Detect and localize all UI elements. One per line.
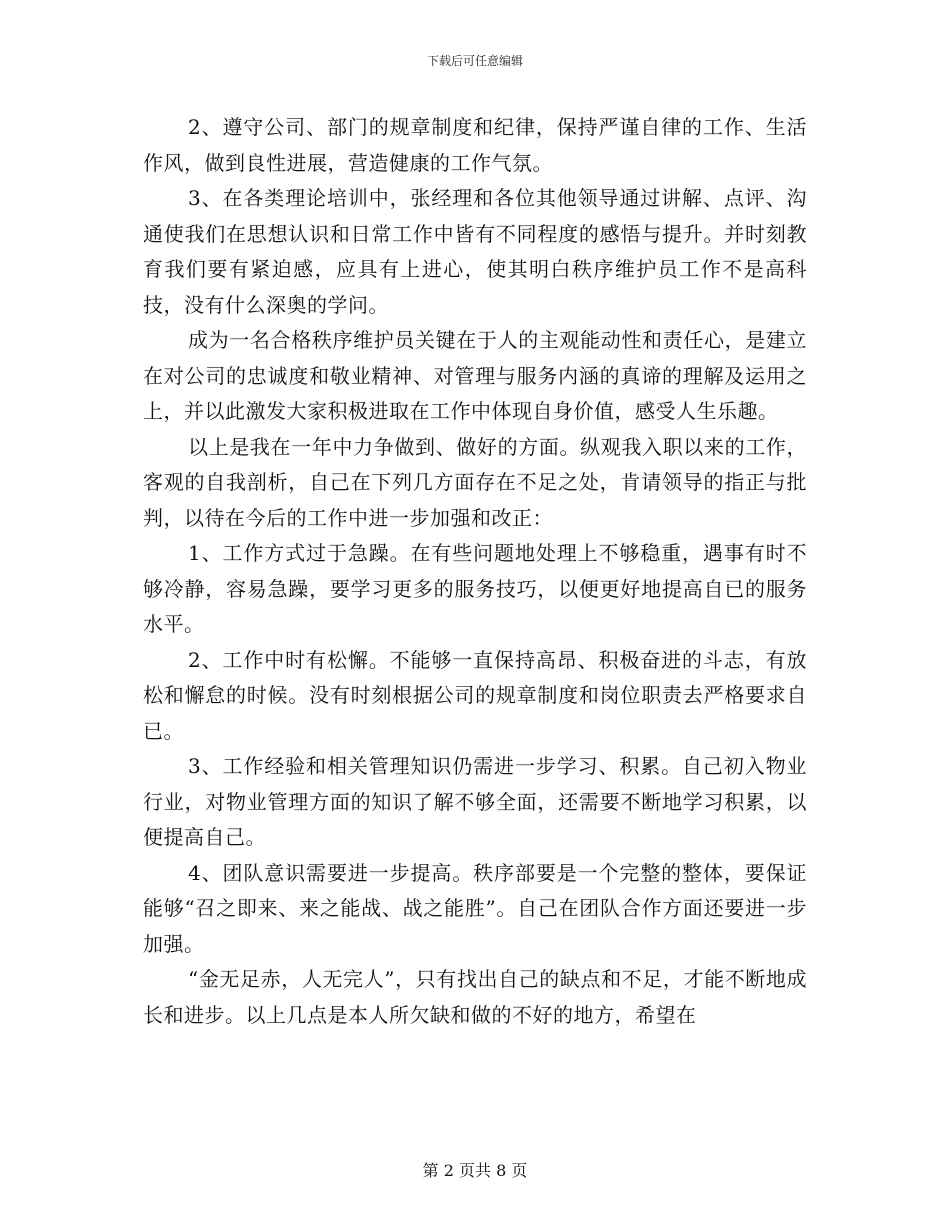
paragraph-shortcoming-1: 1、工作方式过于急躁。在有些问题地处理上不够稳重，遇事有时不够冷静，容易急躁，要学习更多的服务技巧，以便更好地提高自已的服务水平。 [143, 541, 807, 636]
paragraph-self-analysis: 以上是我在一年中力争做到、做好的方面。纵观我入职以来的工作，客观的自我剖析，自己在下列几方面存在不足之处，肯请领导的指正与批判，以待在今后的工作中进一步加强和改正： [143, 434, 807, 530]
paragraph-conclusion: “金无足赤，人无完人”，只有找出自己的缺点和不足，才能不断地成长和进步。以上几点是本人所欠缺和做的不好的地方，希望在 [143, 967, 807, 1027]
paragraph-shortcoming-3: 3、工作经验和相关管理知识仍需进一步学习、积累。自己初入物业行业，对物业管理方面的知识了解不够全面，还需要不断地学习积累，以便提高自己。 [143, 754, 807, 849]
page-header-note: 下载后可任意编辑 [426, 54, 523, 68]
document-body [143, 110, 807, 1033]
paragraph-shortcoming-2: 2、工作中时有松懈。不能够一直保持高昂、积极奋进的斗志，有放松和懈怠的时候。没有时刻根据公司的规章制度和岗位职责去严格要求自已。 [143, 647, 807, 743]
paragraph-rule-compliance: 2、遵守公司、部门的规章制度和纪律，保持严谨自律的工作、生活作风，做到良性进展，营造健康的工作气氛。 [143, 115, 807, 175]
paragraph-qualified-guard: 成为一名合格秩序维护员关键在于人的主观能动性和责任心，是建立在对公司的忠诚度和敬业精神、对管理与服务内涵的真谛的理解及运用之上，并以此激发大家积极进取在工作中体现自身价值，感受人生乐趣。 [143, 328, 807, 423]
paragraph-shortcoming-4: 4、团队意识需要进一步提高。秩序部要是一个完整的整体，要保证能够“召之即来、来之能战、战之能胜”。自己在团队合作方面还要进一步加强。 [143, 860, 807, 956]
paragraph-theory-training: 3、在各类理论培训中，张经理和各位其他领导通过讲解、点评、沟通使我们在思想认识和日常工作中皆有不同程度的感悟与提升。并时刻教育我们要有紧迫感，应具有上进心，使其明白秩序维护员工作不是高科技，没有什么深奥的学问。 [143, 186, 807, 317]
page-number: 第 2 页共 8 页 [422, 1161, 528, 1180]
